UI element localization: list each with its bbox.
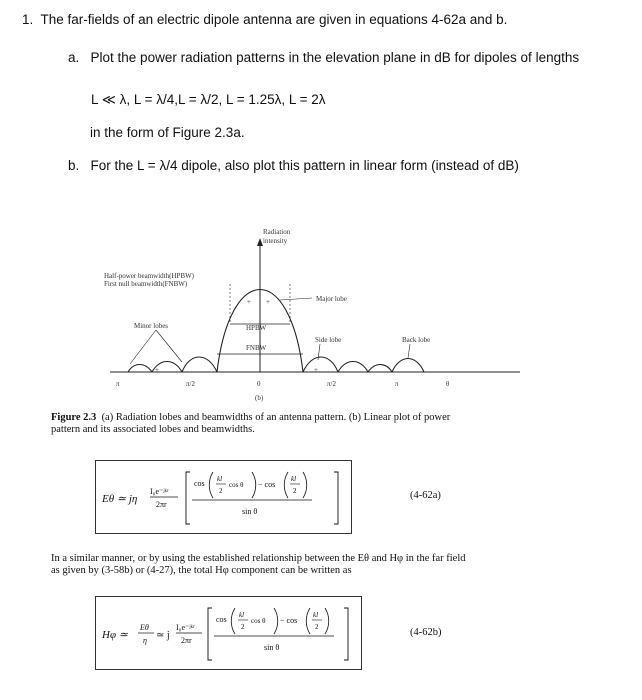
- back-lobe-curve-right: [392, 359, 424, 373]
- side-lobe-curve-right-1: [303, 357, 338, 372]
- label-radiation: Radiation: [263, 228, 291, 236]
- side-lobe-curve-right-3: [368, 365, 392, 373]
- tick-neg-pi-half: π/2: [186, 380, 195, 388]
- eq-b-two-2: 2: [315, 623, 319, 631]
- eq-b-coef-den: 2πr: [181, 636, 192, 645]
- label-fnbw: First null beamwidth(FNBW): [104, 280, 188, 288]
- figure-caption: [51, 412, 471, 436]
- label-major-lobe: Major lobe: [316, 295, 347, 303]
- eq-b-frac-den: η: [143, 636, 147, 645]
- eq-a-cos: cos: [194, 479, 205, 488]
- plus-sign-left: +: [247, 298, 251, 306]
- part-a-text: Plot the power radiation patterns in the elevation plane in dB for dipoles of lengths: [90, 50, 580, 65]
- transition-paragraph: In a similar manner, or by using the established relationship between the Eθ and Hφ in the far field as given by (3-58b) or (4-27), the total Hφ component can be written as: [51, 553, 466, 576]
- eq-b-paren-l2: [306, 608, 310, 634]
- plus-sign-minor: +: [155, 366, 159, 374]
- caption-label: Figure 2.3: [51, 412, 97, 423]
- eq-a-den: sin θ: [242, 507, 258, 516]
- equation-4-62a: [98, 462, 350, 530]
- label-hpbw: Half-power beamwidth(HPBW): [104, 272, 195, 280]
- eq-b-kl-2: kl: [313, 611, 319, 619]
- eq-b-paren-r1: [274, 608, 278, 634]
- tick-neg-pi: π: [116, 380, 120, 388]
- label-back-lobe: Back lobe: [402, 336, 431, 344]
- eq-b-paren-r2: [325, 608, 329, 634]
- part-a-form-note: in the form of Figure 2.3a.: [90, 125, 245, 140]
- eq-b-coef-num: I₀e⁻ʲᵏʳ: [176, 623, 195, 632]
- part-a: [68, 50, 579, 65]
- problem-statement: The far-fields of an electric dipole antenna are given in equations 4-62a and b.: [40, 12, 508, 27]
- eq-b-minus-cos: − cos: [280, 616, 298, 625]
- tick-pi: π: [395, 380, 399, 388]
- label-hpbw-short: HPBW: [246, 324, 267, 332]
- side-lobe-curve-left-3: [128, 365, 152, 373]
- eq-a-two-2: 2: [293, 487, 297, 495]
- eq-a-paren-r1: [252, 472, 256, 498]
- eq-b-cos-theta: cos θ: [251, 617, 266, 625]
- eq-b-kl: kl: [239, 611, 245, 619]
- eq-b-frac-num: Eθ: [140, 623, 149, 632]
- eq-a-paren-l1: [209, 472, 213, 498]
- major-lobe-pointer: [280, 298, 312, 300]
- part-a-label: a.: [68, 50, 80, 65]
- eq-a-left-bracket: [186, 472, 190, 524]
- eq-a-lhs: Eθ ≃ jη: [102, 493, 138, 505]
- eq-a-paren-r2: [303, 472, 307, 498]
- back-lobe-pointer: [408, 344, 410, 358]
- eq-a-kl-2: kl: [291, 475, 297, 483]
- plus-sign-right: +: [266, 298, 270, 306]
- part-b: [68, 158, 519, 173]
- eq-b-left-bracket: [208, 608, 212, 660]
- eq-b-approx-j: ≃ j: [156, 630, 170, 641]
- side-lobe-curve-right-2: [338, 362, 368, 373]
- part-b-text: For the L = λ/4 dipole, also plot this pattern in linear form (instead of dB): [90, 158, 519, 173]
- eq-a-minus-cos: − cos: [258, 480, 276, 489]
- eq-a-number: (4-62a): [410, 490, 441, 501]
- eq-b-two: 2: [241, 623, 245, 631]
- eq-a-coef-num: I₀e⁻ʲᵏʳ: [150, 487, 169, 496]
- part-a-lengths: L ≪ λ, L = λ/4,L = λ/2, L = 1.25λ, L = 2λ: [91, 92, 326, 107]
- subfigure-label: (b): [255, 394, 264, 402]
- tick-pi-half: π/2: [327, 380, 336, 388]
- caption-text: (a) Radiation lobes and beamwidths of an antenna pattern. (b) Linear plot of power pattern and its associated lobes and beamwidths.: [51, 412, 451, 435]
- eq-a-cos-theta: cos θ: [229, 481, 244, 489]
- eq-a-kl: kl: [217, 475, 223, 483]
- minor-lobe-pointer-1: [130, 330, 156, 364]
- radiation-pattern-figure: [90, 222, 550, 412]
- eq-a-coef-den: 2πr: [156, 500, 167, 509]
- eq-b-paren-l1: [231, 608, 235, 634]
- label-side-lobe: Side lobe: [315, 336, 342, 344]
- tick-zero: 0: [257, 380, 261, 388]
- plus-sign-side: +: [314, 366, 318, 374]
- eq-b-right-bracket: [344, 608, 348, 660]
- minor-lobe-pointer-2: [156, 330, 182, 362]
- eq-a-two: 2: [219, 487, 223, 495]
- label-minor-lobes: Minor lobes: [134, 322, 169, 330]
- label-intensity: intensity: [263, 237, 288, 245]
- label-fnbw-short: FNBW: [246, 344, 267, 352]
- tick-theta: θ: [446, 380, 450, 388]
- eq-a-paren-l2: [284, 472, 288, 498]
- problem-1: [22, 12, 507, 27]
- side-lobe-curve-left-1: [182, 357, 217, 372]
- problem-number: 1.: [22, 12, 34, 27]
- part-b-label: b.: [68, 158, 80, 173]
- eq-b-den: sin θ: [264, 643, 280, 652]
- equation-4-62b: [98, 598, 360, 666]
- eq-a-right-bracket: [334, 472, 338, 524]
- eq-b-number: (4-62b): [410, 627, 442, 638]
- eq-b-cos: cos: [216, 615, 227, 624]
- eq-b-lhs: Hφ ≃: [102, 629, 128, 641]
